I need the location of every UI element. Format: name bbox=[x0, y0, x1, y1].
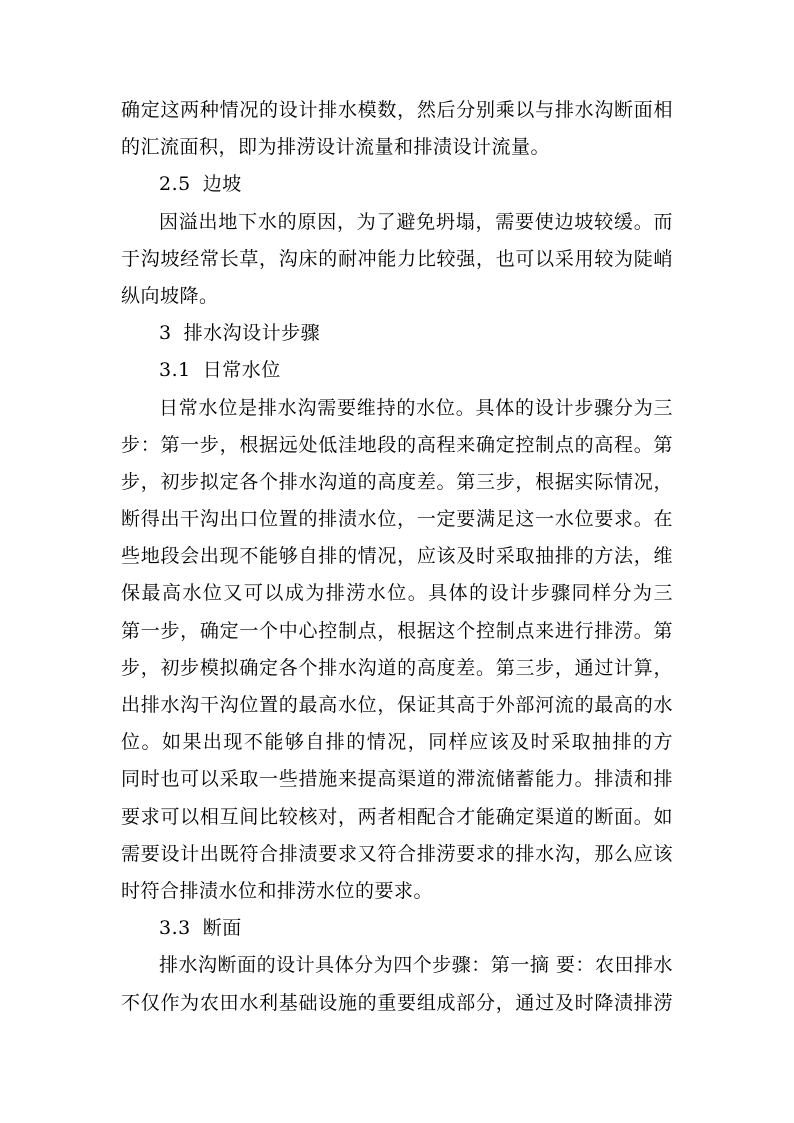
section-number: 3 bbox=[159, 322, 172, 345]
text-line: 的汇流面积，即为排涝设计流量和排渍设计流量。 bbox=[121, 136, 551, 159]
text-line: 断得出干沟出口位置的排渍水位，一定要满足这一水位要求。在 bbox=[121, 508, 673, 531]
section-title: 边坡 bbox=[202, 173, 242, 196]
text-line: 第一步，确定一个中心控制点，根据这个控制点来进行排涝。第 bbox=[121, 619, 673, 642]
section-heading-3 bbox=[121, 315, 673, 352]
paragraph-first-line: 日常水位是排水沟需要维持的水位。具体的设计步骤分为三 bbox=[159, 396, 673, 419]
text-line: 出排水沟干沟位置的最高水位，保证其高于外部河流的最高的水 bbox=[121, 694, 673, 716]
paragraph-first-line: 排水沟断面的设计具体分为四个步骤：第一摘 要：农田排水 bbox=[159, 954, 673, 977]
text-line: 不仅作为农田水利基础设施的重要组成部分，通过及时降渍排涝 bbox=[121, 991, 673, 1014]
text-line: 位。如果出现不能够自排的情况，同样应该及时采取抽排的方 bbox=[121, 731, 673, 754]
section-heading-3-3 bbox=[121, 910, 673, 947]
section-heading-2-5 bbox=[121, 166, 673, 203]
paragraph-first-line: 因溢出地下水的原因，为了避免坍塌，需要使边坡较缓。而 bbox=[159, 210, 673, 233]
text-line: 于沟坡经常长草，沟床的耐冲能力比较强，也可以采用较为陡峭 bbox=[121, 247, 673, 270]
text-line: 步：第一步，根据远处低洼地段的高程来确定控制点的高程。第 bbox=[121, 433, 673, 456]
text-line: 时符合排渍水位和排涝水位的要求。 bbox=[121, 879, 434, 902]
section-number: 3.3 bbox=[159, 917, 191, 940]
text-line: 纵向坡降。 bbox=[121, 284, 219, 307]
text-line: 些地段会出现不能够自排的情况，应该及时采取抽排的方法，维 bbox=[121, 545, 673, 568]
section-number: 2.5 bbox=[159, 173, 191, 196]
text-line: 保最高水位又可以成为排涝水位。具体的设计步骤同样分为三 bbox=[121, 582, 673, 605]
text-line: 同时也可以采取一些措施来提高渠道的滞流储蓄能力。排渍和排 bbox=[121, 768, 673, 791]
section-number: 3.1 bbox=[159, 359, 191, 382]
text-line: 步，初步模拟确定各个排水沟道的高度差。第三步，通过计算， bbox=[121, 656, 673, 679]
text-line: 要求可以相互间比较核对，两者相配合才能确定渠道的断面。如 bbox=[121, 805, 673, 828]
section-heading-3-1 bbox=[121, 352, 673, 389]
text-line: 确定这两种情况的设计排水模数，然后分别乘以与排水沟断面相 bbox=[121, 99, 673, 121]
text-line: 需要设计出既符合排渍要求又符合排涝要求的排水沟，那么应该 bbox=[121, 842, 673, 865]
text-line: 步，初步拟定各个排水沟道的高度差。第三步，根据实际情况， bbox=[121, 470, 673, 493]
section-title: 断面 bbox=[202, 917, 242, 940]
section-title: 排水沟设计步骤 bbox=[183, 322, 321, 345]
document-body bbox=[121, 92, 673, 1022]
section-title: 日常水位 bbox=[202, 359, 281, 382]
